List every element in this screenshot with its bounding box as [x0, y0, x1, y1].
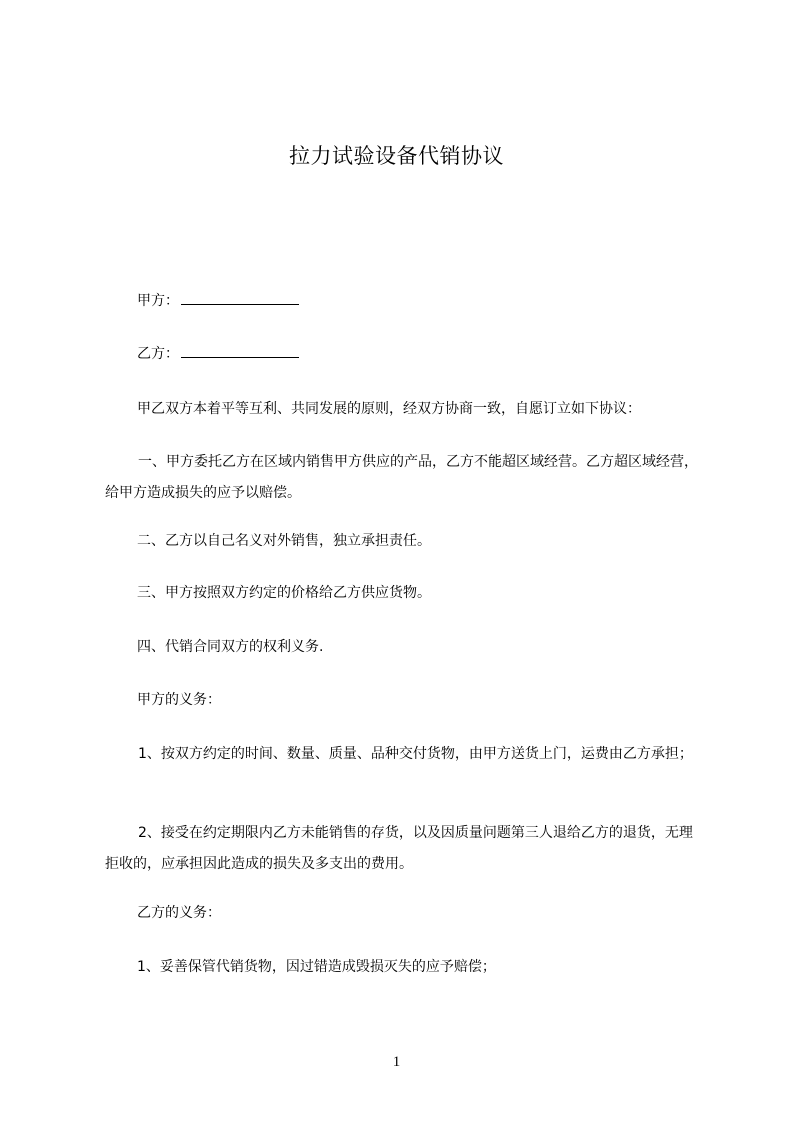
clause-1: 一、甲方委托乙方在区域内销售甲方供应的产品，乙方不能超区域经营。乙方超区域经营，给甲方造成损失的应予以赔偿。 [105, 454, 698, 501]
clause-3: 三、甲方按照双方约定的价格给乙方供应货物。 [137, 585, 431, 601]
page-number: 1 [392, 1054, 401, 1070]
party-b-label: 乙方： [137, 346, 179, 362]
party-a-duties-heading: 甲方的义务： [137, 692, 221, 708]
clause-4: 四、代销合同双方的权利义务. [137, 639, 324, 655]
party-b-line [137, 339, 737, 370]
party-a-line [137, 286, 737, 317]
party-b-duty-1: 1、妥善保管代销货物，因过错造成毁损灭失的应予赔偿； [137, 959, 496, 975]
party-a-duty-2: 2、接受在约定期限内乙方未能销售的存货，以及因质量问题第三人退给乙方的退货，无理拒收的，应承担因此造成的损失及多支出的费用。 [105, 825, 693, 872]
clause-2: 二、乙方以自己名义对外销售，独立承担责任。 [137, 533, 431, 549]
party-b-duties-heading: 乙方的义务： [137, 905, 221, 921]
party-a-label: 甲方： [137, 293, 179, 309]
intro-paragraph: 甲乙双方本着平等互利、共同发展的原则，经双方协商一致，自愿订立如下协议： [137, 401, 641, 417]
party-a-blank [181, 289, 299, 305]
document-title: 拉力试验设备代销协议 [289, 144, 504, 168]
party-b-blank [181, 342, 299, 358]
party-a-duty-1: 1、按双方约定的时间、数量、质量、品种交付货物，由甲方送货上门，运费由乙方承担； [138, 746, 693, 762]
